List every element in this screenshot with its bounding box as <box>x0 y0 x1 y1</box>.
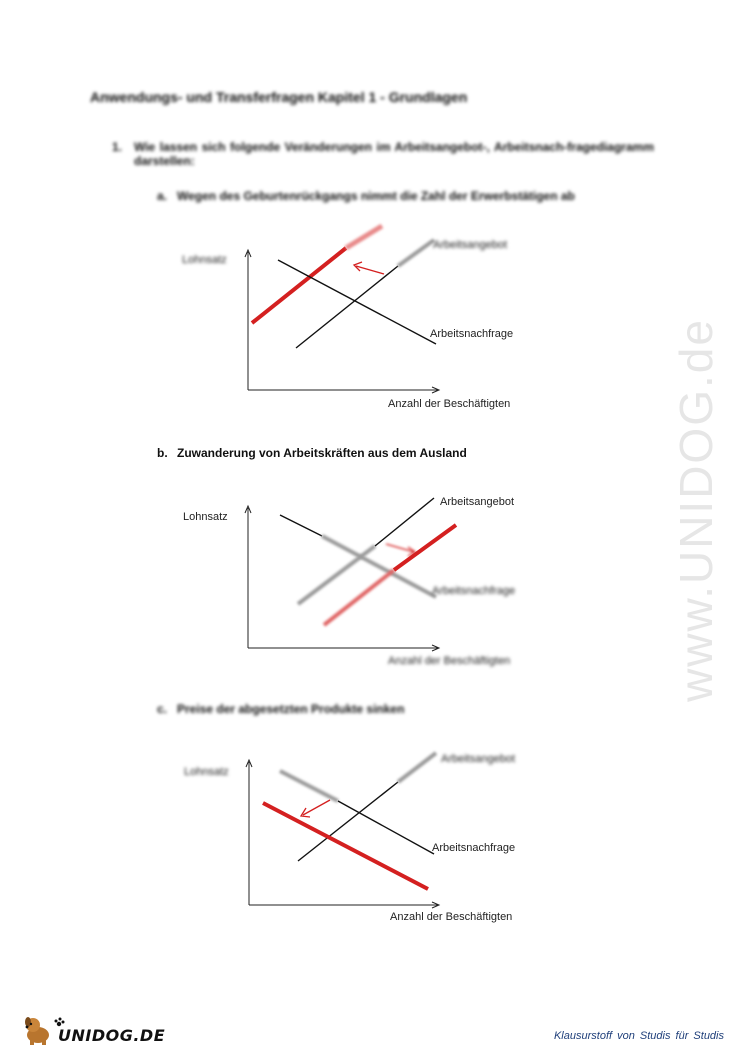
demand-line-original-faded <box>280 771 338 801</box>
footer-logo-text: UNIDOG.DE <box>58 1026 166 1045</box>
supply-label: Arbeitsangebot <box>433 239 507 251</box>
part-letter: a. <box>157 189 168 203</box>
question-text: Wie lassen sich folgende Veränderungen im Arbeitsangebot-, Arbeitsnach-fragediagramm darstellen: <box>134 140 654 168</box>
demand-label: Arbeitsnachfrage <box>430 328 514 340</box>
y-axis-label: Lohnsatz <box>184 766 229 778</box>
demand-label: Arbeitsnachfrage <box>432 585 516 597</box>
x-axis-label: Anzahl der Beschäftigten <box>388 655 511 667</box>
shift-arrow-c <box>301 800 330 817</box>
part-text: Wegen des Geburtenrückgangs nimmt die Zahl der Erwerbstätigen ab <box>177 189 575 203</box>
demand-label: Arbeitsnachfrage <box>432 842 516 854</box>
y-axis-label: Lohnsatz <box>183 511 228 523</box>
x-axis-label: Anzahl der Beschäftigten <box>390 911 513 923</box>
question-number: 1. <box>112 140 123 154</box>
demand-line-shifted <box>263 803 428 889</box>
watermark-text: www.UNIDOG.de <box>670 318 723 702</box>
footer-tagline: Klausurstoff von Studis für Studis <box>553 1030 724 1042</box>
part-letter: c. <box>157 702 168 716</box>
supply-line-faded <box>398 753 436 782</box>
demand-line-original <box>338 801 434 854</box>
supply-label: Arbeitsangebot <box>441 753 515 765</box>
document-title: Anwendungs- und Transferfragen Kapitel 1 - Grundlagen <box>90 89 468 105</box>
x-axis-label: Anzahl der Beschäftigten <box>388 398 511 410</box>
part-text: Preise der abgesetzten Produkte sinken <box>177 702 405 716</box>
y-axis-label: Lohnsatz <box>182 254 227 266</box>
part-letter: b. <box>157 446 168 460</box>
diagram-c-axes <box>246 760 439 908</box>
part-text: Zuwanderung von Arbeitskräften aus dem Ausland <box>177 446 467 460</box>
footer-logo <box>20 1013 166 1047</box>
watermark <box>666 280 726 740</box>
supply-label: Arbeitsangebot <box>440 496 514 508</box>
